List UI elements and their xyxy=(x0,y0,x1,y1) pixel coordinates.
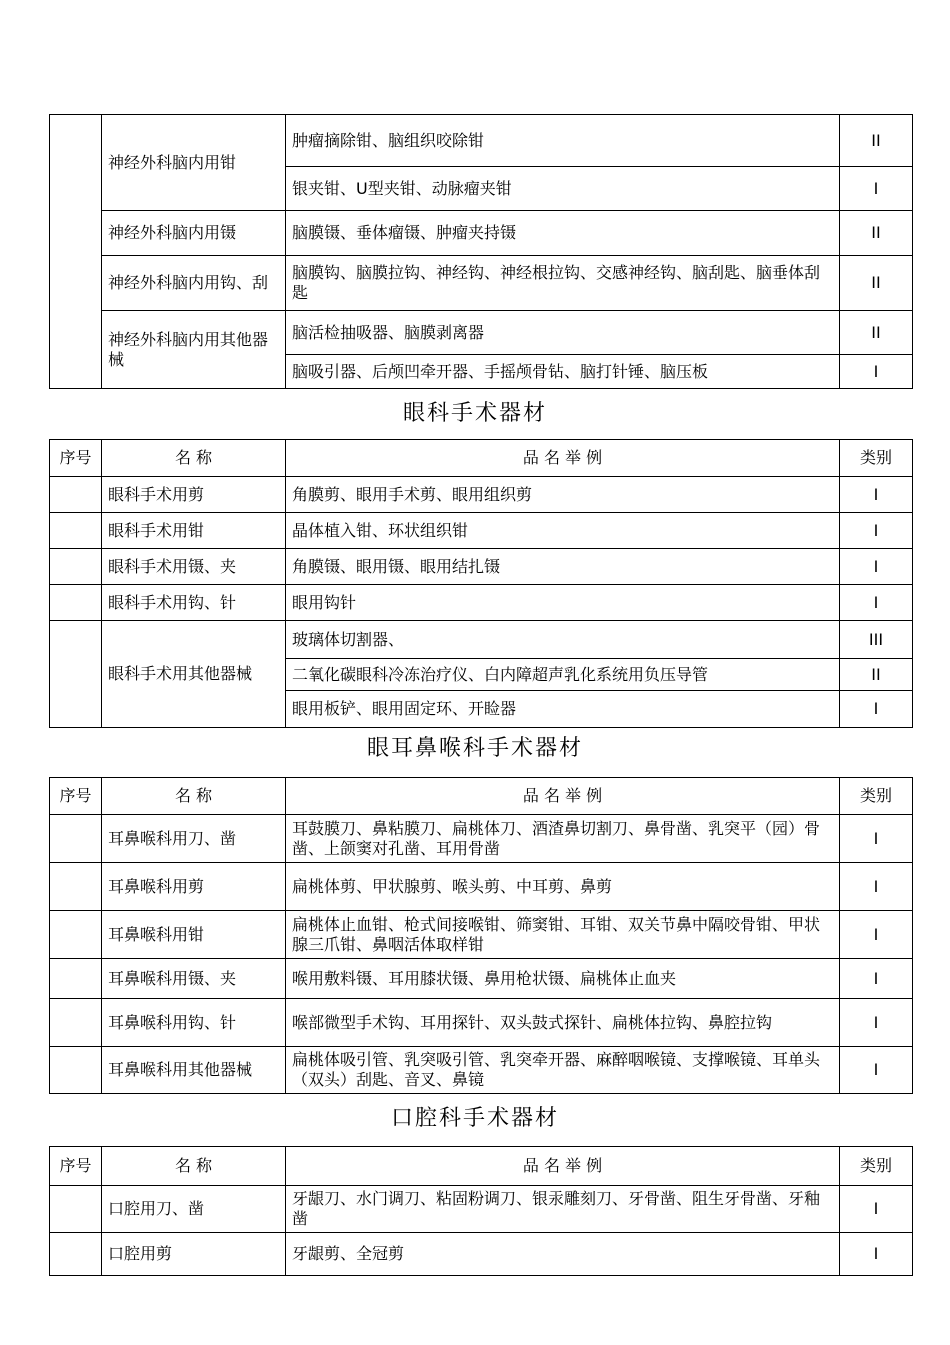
neurosurgery-table xyxy=(49,114,913,389)
category-cell: II xyxy=(840,256,913,311)
examples-cell: 眼用钩针 xyxy=(286,585,840,621)
examples-cell: 耳鼓膜刀、鼻粘膜刀、扁桃体刀、酒渣鼻切割刀、鼻骨凿、乳突平（园）骨凿、上颌窦对孔凿、耳用骨凿 xyxy=(286,815,840,863)
category-cell: I xyxy=(840,477,913,513)
header-category: 类别 xyxy=(840,440,913,477)
name-cell: 眼科手术用剪 xyxy=(102,477,286,513)
examples-cell: 玻璃体切割器、 xyxy=(286,621,840,659)
examples-cell: 角膜剪、眼用手术剪、眼用组织剪 xyxy=(286,477,840,513)
name-cell: 神经外科脑内用钳 xyxy=(102,115,286,211)
name-cell: 耳鼻喉科用其他器械 xyxy=(102,1047,286,1094)
category-cell: I xyxy=(840,815,913,863)
examples-cell: 脑活检抽吸器、脑膜剥离器 xyxy=(286,311,840,355)
examples-cell: 二氧化碳眼科冷冻治疗仪、白内障超声乳化系统用负压导管 xyxy=(286,659,840,691)
name-cell: 耳鼻喉科用钳 xyxy=(102,911,286,959)
seq-cell xyxy=(50,513,102,549)
header-category: 类别 xyxy=(840,778,913,815)
category-cell: I xyxy=(840,355,913,389)
header-examples: 品 名 举 例 xyxy=(286,440,840,477)
name-cell: 口腔用剪 xyxy=(102,1233,286,1276)
seq-cell xyxy=(50,1233,102,1276)
seq-cell xyxy=(50,863,102,911)
examples-cell: 角膜镊、眼用镊、眼用结扎镊 xyxy=(286,549,840,585)
category-cell: I xyxy=(840,549,913,585)
category-cell: II xyxy=(840,659,913,691)
seq-cell xyxy=(50,959,102,999)
ent-table xyxy=(49,777,913,1094)
category-cell: I xyxy=(840,167,913,211)
category-cell: I xyxy=(840,999,913,1047)
header-name: 名 称 xyxy=(102,1147,286,1186)
header-examples: 品 名 举 例 xyxy=(286,1147,840,1186)
category-cell: II xyxy=(840,115,913,167)
examples-cell: 扁桃体剪、甲状腺剪、喉头剪、中耳剪、鼻剪 xyxy=(286,863,840,911)
name-cell: 眼科手术用钳 xyxy=(102,513,286,549)
name-cell: 口腔用刀、凿 xyxy=(102,1186,286,1233)
category-cell: I xyxy=(840,585,913,621)
seq-cell xyxy=(50,815,102,863)
name-cell: 神经外科脑内用钩、刮 xyxy=(102,256,286,311)
examples-cell: 晶体植入钳、环状组织钳 xyxy=(286,513,840,549)
category-cell: I xyxy=(840,1233,913,1276)
category-cell: I xyxy=(840,911,913,959)
category-cell: I xyxy=(840,1047,913,1094)
examples-cell: 银夹钳、U型夹钳、动脉瘤夹钳 xyxy=(286,167,840,211)
examples-cell: 牙龈剪、全冠剪 xyxy=(286,1233,840,1276)
eye-section-title: 眼科手术器材 xyxy=(402,401,547,426)
oral-table xyxy=(49,1146,913,1276)
examples-cell: 眼用板铲、眼用固定环、开睑器 xyxy=(286,691,840,728)
seq-cell xyxy=(50,549,102,585)
name-cell: 眼科手术用钩、针 xyxy=(102,585,286,621)
header-seq: 序号 xyxy=(50,1147,102,1186)
seq-cell xyxy=(50,621,102,728)
oral-section-title: 口腔科手术器材 xyxy=(390,1106,559,1131)
category-cell: I xyxy=(840,1186,913,1233)
name-cell: 神经外科脑内用其他器械 xyxy=(102,311,286,389)
header-seq: 序号 xyxy=(50,440,102,477)
examples-cell: 扁桃体吸引管、乳突吸引管、乳突牵开器、麻醉咽喉镜、支撑喉镜、耳单头（双头）刮匙、音叉、鼻镜 xyxy=(286,1047,840,1094)
examples-cell: 喉用敷料镊、耳用膝状镊、鼻用枪状镊、扁桃体止血夹 xyxy=(286,959,840,999)
category-cell: II xyxy=(840,311,913,355)
examples-cell: 喉部微型手术钩、耳用探针、双头鼓式探针、扁桃体拉钩、鼻腔拉钩 xyxy=(286,999,840,1047)
examples-cell: 脑吸引器、后颅凹牵开器、手摇颅骨钻、脑打针锤、脑压板 xyxy=(286,355,840,389)
examples-cell: 肿瘤摘除钳、脑组织咬除钳 xyxy=(286,115,840,167)
name-cell: 眼科手术用镊、夹 xyxy=(102,549,286,585)
name-cell: 耳鼻喉科用钩、针 xyxy=(102,999,286,1047)
examples-cell: 脑膜钩、脑膜拉钩、神经钩、神经根拉钩、交感神经钩、脑刮匙、脑垂体刮匙 xyxy=(286,256,840,311)
header-name: 名 称 xyxy=(102,778,286,815)
category-cell: I xyxy=(840,691,913,728)
seq-cell xyxy=(50,999,102,1047)
category-cell: II xyxy=(840,211,913,256)
seq-cell xyxy=(50,585,102,621)
header-name: 名 称 xyxy=(102,440,286,477)
category-cell: I xyxy=(840,513,913,549)
header-category: 类别 xyxy=(840,1147,913,1186)
category-cell: I xyxy=(840,863,913,911)
category-cell: I xyxy=(840,959,913,999)
header-examples: 品 名 举 例 xyxy=(286,778,840,815)
examples-cell: 脑膜镊、垂体瘤镊、肿瘤夹持镊 xyxy=(286,211,840,256)
category-cell: III xyxy=(840,621,913,659)
name-cell: 耳鼻喉科用剪 xyxy=(102,863,286,911)
ent-section-title: 眼耳鼻喉科手术器材 xyxy=(366,736,583,761)
seq-cell xyxy=(50,1047,102,1094)
name-cell: 耳鼻喉科用镊、夹 xyxy=(102,959,286,999)
name-cell: 眼科手术用其他器械 xyxy=(102,621,286,728)
name-cell: 耳鼻喉科用刀、凿 xyxy=(102,815,286,863)
eye-table xyxy=(49,439,913,728)
seq-cell xyxy=(50,477,102,513)
header-seq: 序号 xyxy=(50,778,102,815)
seq-cell xyxy=(50,911,102,959)
seq-cell xyxy=(50,115,102,389)
examples-cell: 牙龈刀、水门调刀、粘固粉调刀、银汞雕刻刀、牙骨凿、阻生牙骨凿、牙釉凿 xyxy=(286,1186,840,1233)
seq-cell xyxy=(50,1186,102,1233)
examples-cell: 扁桃体止血钳、枪式间接喉钳、筛窦钳、耳钳、双关节鼻中隔咬骨钳、甲状腺三爪钳、鼻咽活体取样钳 xyxy=(286,911,840,959)
name-cell: 神经外科脑内用镊 xyxy=(102,211,286,256)
